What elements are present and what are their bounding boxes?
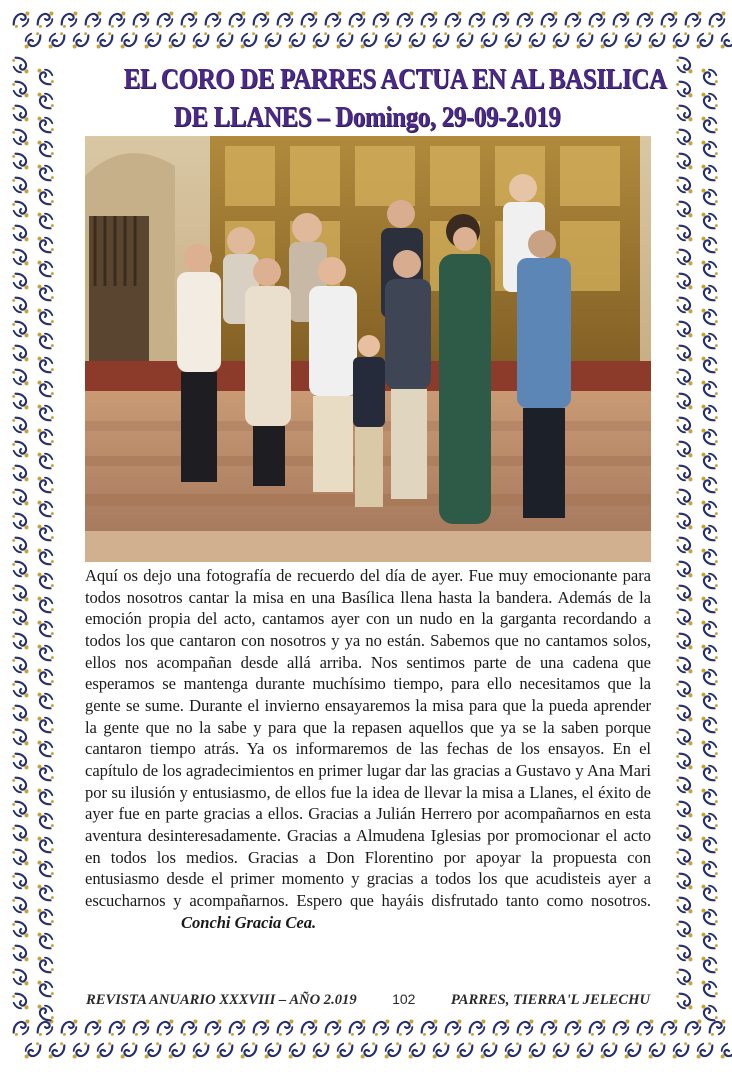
border-ornament-icon <box>701 573 717 589</box>
border-ornament-icon <box>12 130 28 146</box>
border-ornament-icon <box>37 573 53 589</box>
border-ornament-icon <box>37 789 53 805</box>
border-ornament-icon <box>206 1019 222 1035</box>
border-ornament-icon <box>676 946 692 962</box>
border-ornament-icon <box>518 11 534 27</box>
border-ornament-icon <box>230 1019 246 1035</box>
border-ornament-icon <box>254 1019 270 1035</box>
border-ornament-icon <box>673 32 689 48</box>
border-ornament-icon <box>37 477 53 493</box>
border-ornament-icon <box>37 621 53 637</box>
border-ornament-icon <box>701 357 717 373</box>
border-ornament-icon <box>37 1005 53 1021</box>
border-ornament-icon <box>12 178 28 194</box>
border-ornament-icon <box>676 370 692 386</box>
border-ornament-icon <box>676 802 692 818</box>
border-ornament-icon <box>577 1042 593 1058</box>
border-ornament-icon <box>701 717 717 733</box>
border-ornament-icon <box>676 490 692 506</box>
border-ornament-icon <box>701 957 717 973</box>
border-ornament-icon <box>422 11 438 27</box>
border-ornament-icon <box>37 717 53 733</box>
border-ornament-icon <box>12 994 28 1010</box>
border-ornament-icon <box>158 1019 174 1035</box>
border-ornament-icon <box>12 586 28 602</box>
border-ornament-icon <box>676 754 692 770</box>
border-ornament-icon <box>697 32 713 48</box>
border-ornament-icon <box>374 1019 390 1035</box>
border-ornament-icon <box>701 621 717 637</box>
border-ornament-icon <box>193 1042 209 1058</box>
border-ornament-icon <box>12 58 28 74</box>
border-ornament-icon <box>37 357 53 373</box>
border-ornament-icon <box>553 1042 569 1058</box>
border-ornament-icon <box>701 405 717 421</box>
border-ornament-icon <box>542 1019 558 1035</box>
border-ornament-icon <box>313 32 329 48</box>
border-ornament-icon <box>374 11 390 27</box>
border-ornament-icon <box>37 501 53 517</box>
border-ornament-icon <box>86 1019 102 1035</box>
border-ornament-icon <box>37 861 53 877</box>
border-ornament-icon <box>37 429 53 445</box>
border-ornament-icon <box>701 429 717 445</box>
border-ornament-icon <box>676 178 692 194</box>
border-ornament-icon <box>182 1019 198 1035</box>
border-ornament-icon <box>37 453 53 469</box>
border-ornament-icon <box>25 32 41 48</box>
border-ornament-icon <box>590 1019 606 1035</box>
border-ornament-icon <box>601 32 617 48</box>
border-ornament-icon <box>701 885 717 901</box>
border-ornament-icon <box>662 1019 678 1035</box>
border-ornament-icon <box>701 981 717 997</box>
border-ornament-icon <box>385 1042 401 1058</box>
border-ornament-icon <box>701 909 717 925</box>
footer-page-number: 102 <box>392 991 416 1007</box>
border-ornament-icon <box>649 1042 665 1058</box>
border-ornament-icon <box>12 850 28 866</box>
border-ornament-icon <box>37 645 53 661</box>
border-ornament-icon <box>676 106 692 122</box>
border-ornament-icon <box>62 1019 78 1035</box>
border-ornament-icon <box>625 32 641 48</box>
border-ornament-icon <box>12 250 28 266</box>
border-ornament-icon <box>676 226 692 242</box>
border-ornament-icon <box>710 11 726 27</box>
border-ornament-icon <box>721 32 732 48</box>
page-footer <box>86 991 650 1009</box>
border-ornament-icon <box>278 11 294 27</box>
border-ornament-icon <box>37 981 53 997</box>
border-ornament-icon <box>676 994 692 1010</box>
border-ornament-icon <box>676 250 692 266</box>
border-ornament-icon <box>529 1042 545 1058</box>
border-ornament-icon <box>701 693 717 709</box>
border-ornament-icon <box>326 11 342 27</box>
border-ornament-icon <box>676 562 692 578</box>
border-ornament-icon <box>701 837 717 853</box>
border-ornament-icon <box>145 32 161 48</box>
border-ornament-icon <box>12 610 28 626</box>
border-ornament-icon <box>614 11 630 27</box>
border-ornament-icon <box>676 634 692 650</box>
border-ornament-icon <box>38 11 54 27</box>
border-ornament-icon <box>12 154 28 170</box>
border-ornament-icon <box>686 1019 702 1035</box>
border-ornament-icon <box>701 333 717 349</box>
border-ornament-icon <box>676 442 692 458</box>
border-ornament-icon <box>676 610 692 626</box>
border-ornament-icon <box>676 778 692 794</box>
border-ornament-icon <box>676 922 692 938</box>
border-ornament-icon <box>12 706 28 722</box>
border-ornament-icon <box>37 765 53 781</box>
border-ornament-icon <box>614 1019 630 1035</box>
border-ornament-icon <box>710 1019 726 1035</box>
border-ornament-icon <box>676 586 692 602</box>
border-ornament-icon <box>169 1042 185 1058</box>
border-ornament-icon <box>505 32 521 48</box>
border-ornament-icon <box>494 1019 510 1035</box>
border-ornament-icon <box>398 1019 414 1035</box>
border-ornament-icon <box>37 933 53 949</box>
border-ornament-icon <box>134 1019 150 1035</box>
group-photo-image <box>85 136 651 562</box>
border-ornament-icon <box>12 274 28 290</box>
border-ornament-icon <box>701 213 717 229</box>
border-ornament-icon <box>37 909 53 925</box>
border-ornament-icon <box>110 11 126 27</box>
border-ornament-icon <box>37 525 53 541</box>
border-ornament-icon <box>12 442 28 458</box>
border-ornament-icon <box>701 789 717 805</box>
border-ornament-icon <box>676 874 692 890</box>
border-ornament-icon <box>73 32 89 48</box>
border-ornament-icon <box>398 11 414 27</box>
border-ornament-icon <box>37 597 53 613</box>
border-ornament-icon <box>701 189 717 205</box>
border-ornament-icon <box>12 802 28 818</box>
border-ornament-icon <box>433 1042 449 1058</box>
border-ornament-icon <box>676 418 692 434</box>
border-ornament-icon <box>241 32 257 48</box>
border-ornament-icon <box>230 11 246 27</box>
border-ornament-icon <box>241 1042 257 1058</box>
border-ornament-icon <box>12 898 28 914</box>
border-ornament-icon <box>470 11 486 27</box>
border-ornament-icon <box>37 141 53 157</box>
border-ornament-icon <box>37 69 53 85</box>
border-ornament-icon <box>649 32 665 48</box>
border-ornament-icon <box>676 538 692 554</box>
border-ornament-icon <box>422 1019 438 1035</box>
border-ornament-icon <box>676 898 692 914</box>
border-ornament-icon <box>37 285 53 301</box>
border-ornament-icon <box>37 93 53 109</box>
border-ornament-icon <box>701 165 717 181</box>
border-ornament-icon <box>217 32 233 48</box>
border-ornament-icon <box>12 730 28 746</box>
border-ornament-icon <box>182 11 198 27</box>
article-body-text: Aquí os dejo una fotografía de recuerdo del día de ayer. Fue muy emocionante para todos nosotros cantar la misa en una Basílica llena hasta la bandera. Además de la emoción propia del acto, cantamos ayer con un nudo en la garganta recordando a todos los que cantaron con nosotros y ya no están. Sabemos que no cantamos solos, ellos nos acompañan desde allá arriba. Nos sentimos parte de una cadena que esperamos se mantenga durante muchísimo tiempo, para ello necesitamos que la gente se sume. Durante el invierno ensayaremos la misa para que la pueda aprender la gente que no la sabe y para que la repasen aquellos que ya se la saben porque cantaron tiempo atrás. Ya os informaremos de las fechas de los ensayos. En el capítulo de los agradecimientos en primer lugar dar las gracias a Gustavo y Ana Mari por su ilusión y entusiasmo, de ellos fue la idea de llevar la misa a Llanes, el éxito de ayer fue en parte gracias a ellos. Gracias a Julián Herrero por acompañarnos en esta aventura desinteresadamente. Gracias a Almudena Iglesias por promocionar el acto en todos los medios. Gracias a Don Florentino por apoyar la propuesta con entusiasmo desde el primer momento y gracias a todos los que acudisteis ayer a escucharnos y acompañarnos. Espero que hayáis disfrutado tanto como nosotros. <box>85 566 651 910</box>
border-ornament-icon <box>701 285 717 301</box>
border-ornament-icon <box>37 549 53 565</box>
border-ornament-icon <box>676 58 692 74</box>
border-ornament-icon <box>37 165 53 181</box>
border-ornament-icon <box>676 154 692 170</box>
border-ornament-icon <box>265 1042 281 1058</box>
border-ornament-icon <box>86 11 102 27</box>
title-line-1: EL CORO DE PARRES ACTUA EN AL BASILICA <box>123 63 667 95</box>
border-ornament-icon <box>518 1019 534 1035</box>
border-ornament-icon <box>37 837 53 853</box>
border-ornament-icon <box>12 226 28 242</box>
border-ornament-icon <box>701 933 717 949</box>
border-ornament-icon <box>409 1042 425 1058</box>
border-ornament-icon <box>701 309 717 325</box>
border-ornament-icon <box>49 1042 65 1058</box>
border-ornament-icon <box>62 11 78 27</box>
border-ornament-icon <box>37 237 53 253</box>
border-ornament-icon <box>446 1019 462 1035</box>
border-ornament-icon <box>12 82 28 98</box>
border-ornament-icon <box>676 730 692 746</box>
border-ornament-icon <box>676 658 692 674</box>
border-ornament-icon <box>676 514 692 530</box>
border-ornament-icon <box>701 861 717 877</box>
border-ornament-icon <box>701 141 717 157</box>
border-ornament-icon <box>37 813 53 829</box>
border-ornament-icon <box>350 11 366 27</box>
border-ornament-icon <box>701 813 717 829</box>
border-ornament-icon <box>676 202 692 218</box>
border-ornament-icon <box>676 970 692 986</box>
border-ornament-icon <box>350 1019 366 1035</box>
border-ornament-icon <box>38 1019 54 1035</box>
border-ornament-icon <box>676 298 692 314</box>
border-ornament-icon <box>12 658 28 674</box>
border-ornament-icon <box>481 32 497 48</box>
border-ornament-icon <box>12 562 28 578</box>
border-ornament-icon <box>701 237 717 253</box>
border-ornament-icon <box>12 538 28 554</box>
border-ornament-icon <box>121 1042 137 1058</box>
border-ornament-icon <box>676 394 692 410</box>
border-ornament-icon <box>457 32 473 48</box>
article-body <box>85 565 651 933</box>
border-ornament-icon <box>566 11 582 27</box>
border-ornament-icon <box>601 1042 617 1058</box>
border-ornament-icon <box>701 549 717 565</box>
border-ornament-icon <box>12 754 28 770</box>
border-ornament-icon <box>337 1042 353 1058</box>
border-ornament-icon <box>676 346 692 362</box>
border-ornament-icon <box>481 1042 497 1058</box>
border-ornament-icon <box>697 1042 713 1058</box>
footer-publication: REVISTA ANUARIO XXXVIII – AÑO 2.019 <box>86 992 357 1008</box>
article-title <box>123 60 667 136</box>
border-ornament-icon <box>701 669 717 685</box>
border-ornament-icon <box>701 525 717 541</box>
border-ornament-icon <box>385 32 401 48</box>
border-ornament-icon <box>701 597 717 613</box>
border-ornament-icon <box>37 885 53 901</box>
border-ornament-icon <box>673 1042 689 1058</box>
border-ornament-icon <box>12 106 28 122</box>
border-ornament-icon <box>701 645 717 661</box>
border-ornament-icon <box>254 11 270 27</box>
border-ornament-icon <box>638 1019 654 1035</box>
border-ornament-icon <box>701 501 717 517</box>
border-ornament-icon <box>625 1042 641 1058</box>
border-ornament-icon <box>701 477 717 493</box>
border-ornament-icon <box>12 202 28 218</box>
border-ornament-icon <box>638 11 654 27</box>
border-ornament-icon <box>721 1042 732 1058</box>
border-ornament-icon <box>676 706 692 722</box>
border-ornament-icon <box>289 1042 305 1058</box>
border-ornament-icon <box>14 1019 30 1035</box>
border-ornament-icon <box>701 93 717 109</box>
border-ornament-icon <box>676 850 692 866</box>
border-ornament-icon <box>701 453 717 469</box>
border-ornament-icon <box>12 490 28 506</box>
border-ornament-icon <box>145 1042 161 1058</box>
border-ornament-icon <box>25 1042 41 1058</box>
border-ornament-icon <box>37 261 53 277</box>
border-ornament-icon <box>676 466 692 482</box>
border-ornament-icon <box>37 669 53 685</box>
border-ornament-icon <box>12 778 28 794</box>
border-ornament-icon <box>12 682 28 698</box>
border-ornament-icon <box>37 693 53 709</box>
border-ornament-icon <box>662 11 678 27</box>
border-ornament-icon <box>529 32 545 48</box>
border-ornament-icon <box>278 1019 294 1035</box>
border-ornament-icon <box>37 405 53 421</box>
border-ornament-icon <box>701 117 717 133</box>
border-ornament-icon <box>169 32 185 48</box>
border-ornament-icon <box>433 32 449 48</box>
border-ornament-icon <box>676 322 692 338</box>
border-ornament-icon <box>97 1042 113 1058</box>
border-ornament-icon <box>37 381 53 397</box>
border-ornament-icon <box>701 69 717 85</box>
border-ornament-icon <box>701 765 717 781</box>
border-ornament-icon <box>577 32 593 48</box>
border-ornament-icon <box>505 1042 521 1058</box>
border-ornament-icon <box>457 1042 473 1058</box>
border-ornament-icon <box>134 11 150 27</box>
border-ornament-icon <box>542 11 558 27</box>
border-ornament-icon <box>302 1019 318 1035</box>
border-ornament-icon <box>553 32 569 48</box>
border-ornament-icon <box>12 514 28 530</box>
border-ornament-icon <box>12 322 28 338</box>
border-ornament-icon <box>12 946 28 962</box>
border-ornament-icon <box>289 32 305 48</box>
border-ornament-icon <box>12 418 28 434</box>
border-ornament-icon <box>14 11 30 27</box>
border-ornament-icon <box>326 1019 342 1035</box>
border-ornament-icon <box>470 1019 486 1035</box>
border-ornament-icon <box>265 32 281 48</box>
border-ornament-icon <box>12 826 28 842</box>
border-ornament-icon <box>701 1005 717 1021</box>
border-ornament-icon <box>37 213 53 229</box>
border-ornament-icon <box>566 1019 582 1035</box>
border-ornament-icon <box>37 333 53 349</box>
border-ornament-icon <box>446 11 462 27</box>
border-ornament-icon <box>676 826 692 842</box>
border-ornament-icon <box>37 741 53 757</box>
border-ornament-icon <box>337 32 353 48</box>
border-ornament-icon <box>409 32 425 48</box>
border-ornament-icon <box>302 11 318 27</box>
border-ornament-icon <box>12 970 28 986</box>
border-ornament-icon <box>12 922 28 938</box>
border-ornament-icon <box>97 32 113 48</box>
border-ornament-icon <box>12 370 28 386</box>
border-ornament-icon <box>590 11 606 27</box>
border-ornament-icon <box>701 741 717 757</box>
border-ornament-icon <box>686 11 702 27</box>
border-ornament-icon <box>361 32 377 48</box>
border-ornament-icon <box>12 394 28 410</box>
border-ornament-icon <box>361 1042 377 1058</box>
border-ornament-icon <box>158 11 174 27</box>
footer-tagline: PARRES, TIERRA'L JELECHU <box>450 992 650 1008</box>
border-ornament-icon <box>121 32 137 48</box>
border-ornament-icon <box>206 11 222 27</box>
border-ornament-icon <box>12 298 28 314</box>
border-ornament-icon <box>676 130 692 146</box>
border-ornament-icon <box>676 274 692 290</box>
border-ornament-icon <box>12 346 28 362</box>
border-ornament-icon <box>12 874 28 890</box>
title-line-2: DE LLANES – Domingo, 29-09-2.019 <box>173 101 561 133</box>
border-ornament-icon <box>37 117 53 133</box>
border-ornament-icon <box>49 32 65 48</box>
border-ornament-icon <box>701 261 717 277</box>
border-ornament-icon <box>110 1019 126 1035</box>
border-ornament-icon <box>37 957 53 973</box>
border-ornament-icon <box>12 466 28 482</box>
border-ornament-icon <box>676 82 692 98</box>
border-ornament-icon <box>217 1042 233 1058</box>
border-ornament-icon <box>494 11 510 27</box>
border-ornament-icon <box>701 381 717 397</box>
border-ornament-icon <box>12 634 28 650</box>
article-signature: Conchi Gracia Cea. <box>181 912 317 932</box>
border-ornament-icon <box>37 309 53 325</box>
border-ornament-icon <box>676 682 692 698</box>
border-ornament-icon <box>37 189 53 205</box>
border-ornament-icon <box>193 32 209 48</box>
border-ornament-icon <box>73 1042 89 1058</box>
border-ornament-icon <box>313 1042 329 1058</box>
